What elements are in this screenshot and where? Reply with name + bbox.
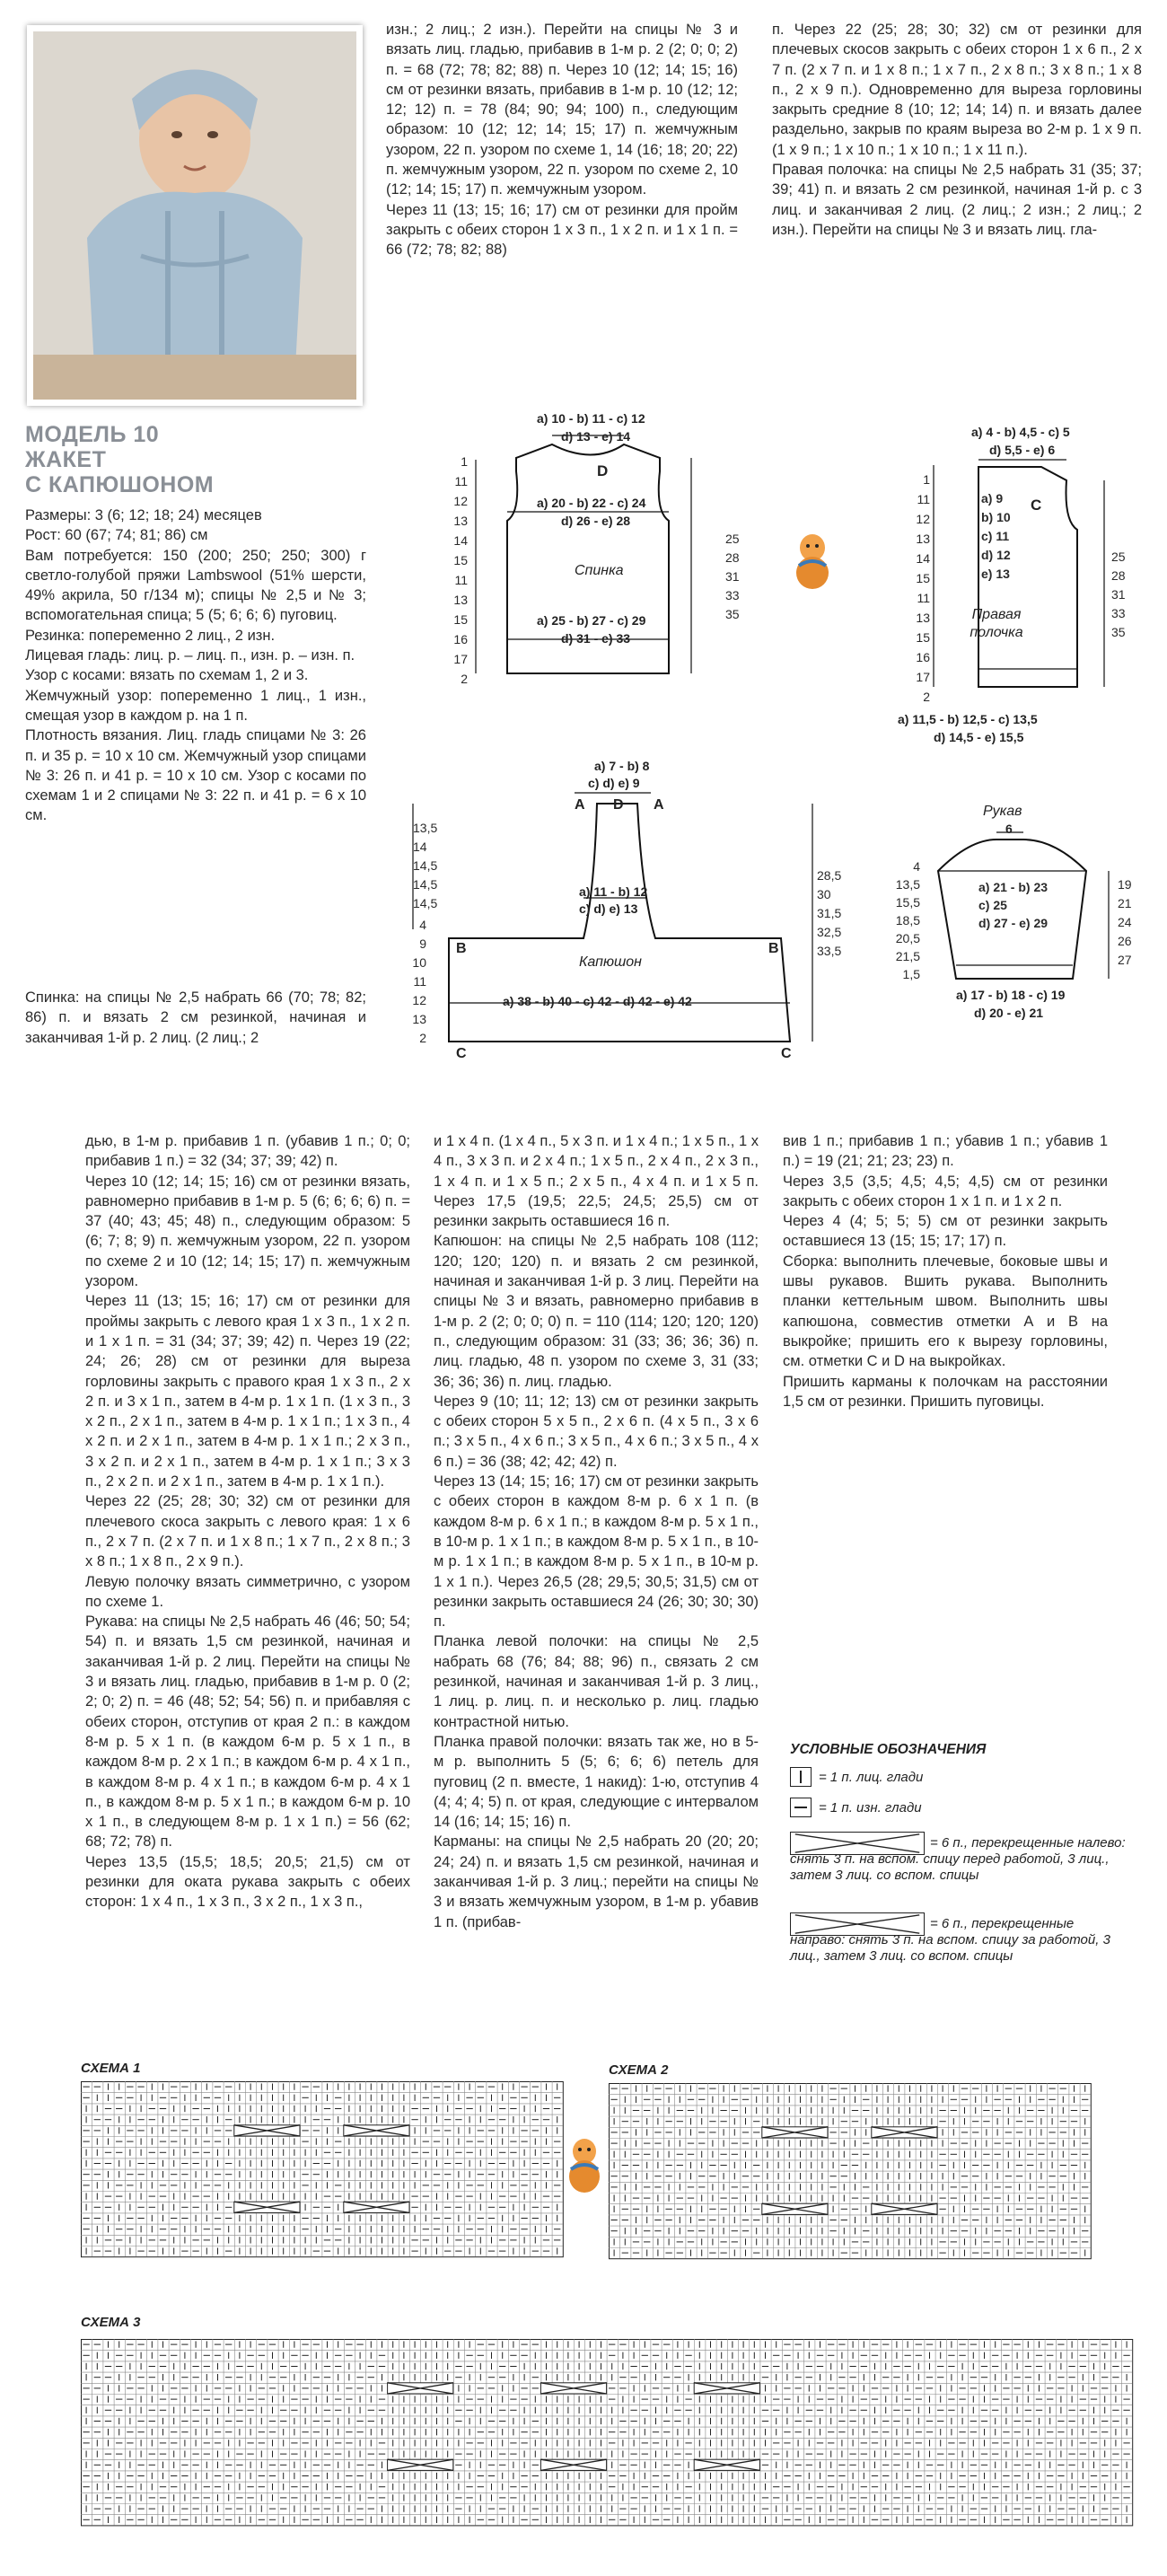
back-chest-width-1: a) 20 - b) 22 - c) 24: [537, 496, 646, 510]
back-start-text: Спинка: на спицы № 2,5 набрать 66 (70; 78; 82; 86) п. и вязать 2 см резинкой, начиная и заканчивая 1-й р. 2 лиц. (2 лиц.; 2: [25, 989, 366, 1046]
chart1-grid: [81, 2081, 564, 2264]
sleeve-label: Рукав: [983, 804, 1022, 819]
sleeve-right-measures: [1118, 875, 1132, 970]
measure: 12: [916, 512, 930, 526]
measure: 28,5: [817, 868, 842, 883]
measure: b) 10: [981, 510, 1011, 524]
hood-mark-a-left: A: [575, 797, 585, 813]
intro-text: Размеры: 3 (6; 12; 18; 24) месяцев Рост: 60 (67; 74; 81; 86) см Вам потребуется: 150 (200; 250; 250; 300) г светло-голубой пряжи Lambswool (51% шерсти, 49% акрила, 50 г/134 м); спицы № 2,5 и № 3; вспомогательная спица; 5 (5; 6; 6; 6) пуговиц. Резинка: попеременно 2 лиц., 2 изн. Лицевая гладь: лиц. р. – лиц. п., изн. р. – изн. п. Узор с косами: вязать по схемам 1, 2 и 3. Жемчужный узор: попеременно 1 лиц., 1 изн., смещая узор в каждом р. на 1 п. Плотность вязания. Лиц. гладь спицами № 3: 26 п. и 35 р. = 10 x 10 см. Жемчужный узор спицами № 3: 26 п. и 41 р. = 10 x 10 см. Узор с косами по схемам 1 и 2 спицами № 3: 22 п. и 41 р. = 6 x 10 см.: [25, 507, 366, 824]
sleeve-top-width: 6: [1005, 822, 1013, 836]
measure: 25: [1111, 549, 1126, 564]
measure: 11: [454, 573, 468, 587]
hood-mark-c-left: C: [456, 1046, 467, 1061]
measure: 4: [419, 918, 426, 932]
measure: 1,5: [902, 967, 920, 981]
measure: 15: [916, 630, 930, 645]
mascot-icon: [564, 2135, 605, 2196]
measure: 14: [453, 533, 468, 548]
hood-mark-c-right: C: [781, 1046, 792, 1061]
measure: 21: [1118, 896, 1132, 910]
back-top-width-2: d) 13 - e) 14: [561, 429, 631, 444]
measure: 11: [454, 474, 468, 488]
baby-photo: [27, 25, 363, 406]
measure: 33: [1111, 606, 1126, 620]
front-label: Правая полочка: [970, 607, 1023, 640]
measure: 11: [917, 591, 930, 605]
legend-cable-left: = 6 п., перекрещенные налево: снять 3 п. на вспом. спицу перед работой, 3 лиц., затем 3 лиц. со вспом. спицы: [790, 1835, 1126, 1883]
measure: 16: [916, 650, 930, 664]
measure: 31: [1111, 587, 1126, 602]
measure: 11: [917, 492, 930, 506]
measure: 12: [453, 494, 468, 508]
hood-left-measures-top: [413, 819, 437, 913]
hood-mark-b-left: B: [456, 941, 467, 956]
measure: 2: [923, 690, 930, 704]
garment-title: ЖАКЕТ: [25, 447, 107, 472]
back-left-measures: [444, 452, 468, 689]
sleeve-bottom-width-1: a) 17 - b) 18 - c) 19: [956, 988, 1066, 1002]
measure: 14,5: [413, 877, 438, 892]
front-bottom-width-2: d) 14,5 - e) 15,5: [934, 730, 1024, 744]
measure: 30: [817, 887, 831, 901]
measure: 13: [916, 532, 930, 546]
measure: 11: [413, 974, 426, 989]
garment-subtitle: С КАПЮШОНОМ: [25, 472, 215, 497]
measure: 15: [916, 571, 930, 585]
measure: 28: [1111, 568, 1126, 583]
measure: 1: [923, 472, 930, 487]
legend-title: УСЛОВНЫЕ ОБОЗНАЧЕНИЯ: [790, 1742, 987, 1757]
right-front-text: п. Через 22 (25; 28; 30; 32) см от резинки для плечевых скосов закрыть с обеих сторон 1 x 6 п., 2 x 7 п. (2 x 7 п. и 1 x 8 п.; 1 x 7 п., 2 x 8 п.; 3 x 8 п.; 1 x 8 п., 2 x 9 п.). Одновременно для выреза горловины закрыть средние 8 (10; 12; 14; 14) п. и вязать далее раздельно, закрыв по краям выреза во 2-м р. 1 x 9 п. (1 x 9 п.; 1 x 10 п.; 1 x 10 п.; 1 x 11 п.). Правая полочка: на спицы № 2,5 набрать 31 (35; 37; 39; 41) п. и вязать 2 см резинкой, начиная 1-й р. с 3 лиц. и заканчивая 2 лиц. (2 лиц.; 2 изн.; 2 лиц.; 2 изн.). Перейти на спицы № 3 и вязать лиц. гла-: [772, 22, 1142, 238]
measure: d) 27 - e) 29: [978, 916, 1049, 930]
measure: 12: [412, 993, 426, 1007]
measure: 2: [419, 1031, 426, 1045]
back-bottom-width-1: a) 25 - b) 27 - c) 29: [537, 613, 646, 628]
measure: 31: [725, 569, 740, 584]
measure: 28: [725, 550, 740, 565]
hood-label: Капюшон: [579, 954, 642, 970]
chart3-grid: [81, 2339, 1140, 2528]
left-front-text: дью, в 1-м р. прибавив 1 п. (убавив 1 п.; 0; 0; прибавив 1 п.) = 32 (34; 37; 39; 42) п. Через 10 (12; 14; 15; 16) см от резинки вязать, равномерно прибавив в 1-м р. 5 (6; 6; 6; 6) п. = 37 (40; 43; 45; 48) п., следующим образом: 5 (6; 7; 8; 9) п. жемчужным узором, 22 п. узором по схеме 2 и 10 (12; 14; 15; 17) п. жемчужным узором. Через 11 (13; 15; 16; 17) см от резинки для проймы закрыть с левого края 1 x 3 п., 1 x 2 п. и 1 x 1 п. = 31 (34; 37; 39; 42) п. Через 19 (22; 24; 26; 28) см от резинки для выреза горловины закрыть с правого края 1 x 3 п., 2 x 2 п. и 3 x 1 п., затем в 4-м р. 1 x 1 п. (1 x 3 п., 3 x 2 п., 2 x 1 п., затем в 4-м р. 1 x 1 п.; 1 x 3 п., 4 x 2 п. и 2 x 1 п., затем в 4-м р. 1 x 1 п.; 2 x 3 п., 3 x 2 п. и 2 x 1 п., затем в 4-м р. 1 x 1 п.; 3 x 3 п., 2 x 2 п. и 2 x 1 п., затем в 4-м р. 1 x 1 п.). Через 22 (25; 28; 30; 32) см от резинки для плечевого скоса закрыть с левого края: 1 x 6 п., 2 x 7 п. (2 x 7 п. и 1 x 8 п.; 1 x 7 п., 2 x 8 п.; 3 x 8 п.; 1 x 8 п., 2 x 9 п.). Левую полочку вязать симметрично, с узором по схеме 1. Рукава: на спицы № 2,5 набрать 46 (46; 50; 54; 54) п. и вязать 1,5 см резинкой, начиная и заканчивая 1-й р. 2 лиц. Перейти на спицы № 3 и вязать лиц. гладью, прибавив в 1-м р. 0 (2; 2; 0; 2) п. = 46 (48; 52; 54; 56) п. и прибавляя с обеих сторон, отступив от края 2 п.: в каждом 8-м р. 5 x 1 п. (в каждом 6-м р. 5 x 1 п., в каждом 8-м р. 2 x 1 п.; в каждом 6-м р. 4 x 1 п., в каждом 8-м р. 4 x 1 п.; в каждом 6-м р. 4 x 1 п., в каждом 8-м р. 5 x 1 п.; в каждом 6-м р. 10 x 1 п., в следующем 8-м р. 1 x 1 п.) = 56 (62; 68; 72; 78) п. Через 13,5 (15,5; 18,5; 20,5; 21,5) см от резинки для оката рукава закрыть с обеих сторон: 1 x 4 п., 1 x 3 п., 3 x 2 п., 1 x 3 п.,: [85, 1133, 410, 1911]
hood-mid-width-1: a) 11 - b) 12: [579, 884, 648, 899]
measure: 13,5: [413, 821, 438, 835]
measure: 10: [412, 955, 426, 970]
measure: 17: [916, 670, 930, 684]
measure: 35: [1111, 625, 1126, 639]
measure: 14,5: [413, 858, 438, 873]
measure: 21,5: [895, 949, 920, 963]
legend-cable-right: = 6 п., перекрещенные направо: снять 3 п. на вспом. спицу за работой, 3 лиц., затем 3 лиц. со вспом. спицы: [790, 1916, 1110, 1964]
hood-mark-b-right: B: [768, 941, 779, 956]
model-number: МОДЕЛЬ 10: [25, 422, 160, 447]
sleeve-inner-measures: [978, 878, 1048, 932]
measure: 13: [916, 611, 930, 625]
hood-mark-d: D: [613, 797, 624, 813]
measure: c) 11: [981, 529, 1010, 543]
back-bottom-width-2: d) 31 - e) 33: [561, 631, 631, 646]
chart2-grid: [609, 2083, 1092, 2266]
measure: 31,5: [817, 906, 842, 920]
pockets-and-assembly-text: вив 1 п.; прибавив 1 п.; убавив 1 п.; убавив 1 п.) = 19 (21; 21; 23; 23) п. Через 3,5 (3,5; 4,5; 4,5; 4,5) см от резинки закрыть с обеих сторон 1 x 1 п. и 1 x 2 п. Через 4 (4; 5; 5; 5) см от резинки закрыть оставшиеся 13 (15; 15; 17; 17) п. Сборка: выполнить плечевые, боковые швы и швы рукавов. Вшить рукава. Выполнить планки кеттельным швом. Выполнить швы капюшона, совместив отметки А и В на выкройке; пришить его к вырезу горловины, см. отметки С и D на выкройках. Пришить карманы к полочкам на расстоянии 1,5 см от резинки. Пришить пуговицы.: [783, 1133, 1108, 1410]
measure: a) 9: [981, 491, 1004, 506]
measure: 27: [1118, 953, 1132, 967]
measure: 25: [725, 532, 740, 546]
front-left-measures: [907, 470, 930, 707]
measure: 13: [412, 1012, 426, 1026]
back-right-measures: [725, 530, 752, 624]
front-neck-measures: [981, 489, 1011, 584]
hood-mark-a-right: A: [654, 797, 664, 813]
back-mark-d: D: [597, 462, 609, 479]
hood-bottom-width: a) 38 - b) 40 - c) 42 - d) 42 - e) 42: [503, 994, 692, 1008]
chart3-title: СХЕМА 3: [81, 2315, 141, 2330]
sleeve-bottom-width-2: d) 20 - e) 21: [974, 1006, 1044, 1020]
measure: 9: [419, 936, 426, 951]
hood-top-width-2: c) d) e) 9: [588, 776, 640, 790]
mascot-icon: [790, 530, 835, 593]
front-top-width-1: a) 4 - b) 4,5 - c) 5: [971, 425, 1070, 439]
measure: 17: [453, 652, 468, 666]
chart2-title: СХЕМА 2: [609, 2062, 669, 2078]
measure: 16: [453, 632, 468, 646]
baby-in-jacket-image: [33, 31, 356, 400]
measure: 33,5: [817, 944, 842, 958]
measure: 15: [453, 612, 468, 627]
sleeve-left-measures: [884, 857, 920, 983]
measure: 33: [725, 588, 740, 602]
hood-mid-width-2: c) d) e) 13: [579, 901, 638, 916]
hood-and-bands-text: и 1 x 4 п. (1 x 4 п., 5 x 3 п. и 1 x 4 п.; 1 x 5 п., 1 x 4 п., 3 x 3 п. и 2 x 4 п.; 1 x 5 п., 2 x 4 п., 2 x 3 п., 1 x 4 п. и 1 x 5 п.; 2 x 5 п., 4 x 4 п. и 1 x 5 п. Через 17,5 (19,5; 22,5; 24,5; 25,5) см от резинки закрыть оставшиеся 16 п. Капюшон: на спицы № 2,5 набрать 108 (112; 120; 120; 120) п. и вязать 2 см резинкой, начиная и заканчивая 1-й р. 3 лиц. Перейти на спицы № 3 и вязать, равномерно прибавив в 1-м р. 2 (2; 0; 0; 0) п. = 110 (114; 120; 120; 120) п., следующим образом: 31 (33; 36; 36; 36) п. лиц. гладью, 48 п. узором по схеме 3, 31 (33; 36; 36; 36) п. лиц. гладью. Через 9 (10; 11; 12; 13) см от резинки закрыть с обеих сторон 5 x 5 п., 2 x 6 п. (4 x 5 п., 3 x 6 п.; 3 x 5 п., 4 x 6 п.; 3 x 5 п., 4 x 6 п.; 3 x 5 п., 4 x 6 п.) = 36 (38; 42; 42; 42) п. Через 13 (14; 15; 16; 17) см от резинки закрыть с обеих сторон в каждом 8-м р. 6 x 1 п. (в каждом 8-м р. 6 x 1 п.; в каждом 8-м р. 5 x 1 п., в 10-м р. 1 x 1 п.; в каждом 8-м р. 5 x 1 п., в 10-м р. 1 x 1 п.; в каждом 8-м р. 5 x 1 п., в 10-м р. 1 x 1 п.). Через 26,5 (28; 29,5; 30,5; 31,5) см от резинки закрыть оставшиеся 24 (26; 30; 30; 30) п. Планка левой полочки: на спицы № 2,5 набрать 68 (76; 84; 88; 96) п., связать 2 см резинкой, начиная и заканчивая 1-й р. 3 лиц., 1 лиц. р. лиц. п. и несколько р. лиц. гладью контрастной нитью. Планка правой полочки: вязать так же, но в 5-м р. выполнить 5 (5; 6; 6; 6) петель для пуговиц (2 п. вместе, 1 накид): 1-ю, отступив 4 (4; 4; 4; 5) п. от края, следующие с интервалом 14 (16; 14; 15; 16) п. Карманы: на спицы № 2,5 набрать 20 (20; 20; 24; 24) п. и вязать 1,5 см резинкой, начиная и заканчивая 1-й р. 3 лиц.; перейти на спицы № 3 и вязать жемчужным узором, в 1-м р. убавив 1 п. (прибав-: [434, 1133, 759, 1930]
measure: 32,5: [817, 925, 842, 939]
measure: d) 12: [981, 548, 1011, 562]
measure: 14: [916, 551, 930, 566]
purl-stitch-icon: [790, 1798, 812, 1817]
measure: 13,5: [895, 877, 920, 892]
front-mark-c: C: [1031, 497, 1042, 514]
knit-stitch-icon: [790, 1767, 812, 1787]
measure: e) 13: [981, 567, 1010, 581]
legend-purl: = 1 п. изн. глади: [819, 1800, 922, 1816]
legend-knit: = 1 п. лиц. глади: [819, 1770, 924, 1785]
measure: 2: [461, 672, 468, 686]
measure: 26: [1118, 934, 1132, 948]
back-top-width-1: a) 10 - b) 11 - c) 12: [537, 411, 645, 426]
measure: c) 25: [978, 898, 1007, 912]
measure: a) 21 - b) 23: [978, 880, 1049, 894]
back-chest-width-2: d) 26 - e) 28: [561, 514, 631, 528]
measure: 20,5: [895, 931, 920, 945]
back-continued-text: изн.; 2 лиц.; 2 изн.). Перейти на спицы № 3 и вязать лиц. гладью, прибавив в 1-м р. 2 (2; 0; 0; 2) п. = 68 (72; 78; 82; 88) п. Через 10 (12; 14; 15; 16) см от резинки вязать, прибавив в 1-м р. 10 (12; 12; 12; 12) п. = 78 (84; 90; 94; 100) п., следующим образом: 10 (12; 12; 14; 15; 17) п. жемчужным узором, 22 п. узором по схеме 1, 14 (16; 18; 20; 22) п. жемчужным узором, 22 п. узором по схеме 2, 10 (12; 14; 15; 17) п. жемчужным узором. Через 11 (13; 15; 16; 17) см от резинки для пройм закрыть с обеих сторон 1 x 3 п., 1 x 2 п. и 1 x 1 п. = 66 (72; 78; 82; 88): [386, 22, 738, 259]
front-bottom-width-1: a) 11,5 - b) 12,5 - c) 13,5: [898, 712, 1038, 726]
measure: 15: [453, 553, 468, 567]
measure: 13: [453, 514, 468, 528]
measure: 35: [725, 607, 740, 621]
measure: 18,5: [895, 913, 920, 928]
hood-left-measures-bottom: [399, 916, 426, 1048]
measure: 4: [913, 859, 920, 874]
front-top-width-2: d) 5,5 - e) 6: [989, 443, 1056, 457]
hood-right-measures: [817, 866, 841, 961]
measure: 14,5: [413, 896, 438, 910]
measure: 15,5: [895, 895, 920, 910]
measure: 24: [1118, 915, 1132, 929]
measure: 1: [461, 454, 468, 469]
measure: 19: [1118, 877, 1132, 892]
measure: 13: [453, 593, 468, 607]
back-label: Спинка: [575, 563, 624, 578]
chart1-title: СХЕМА 1: [81, 2061, 141, 2076]
front-right-measures: [1111, 548, 1138, 642]
hood-top-width-1: a) 7 - b) 8: [594, 759, 650, 773]
measure: 14: [413, 840, 427, 854]
